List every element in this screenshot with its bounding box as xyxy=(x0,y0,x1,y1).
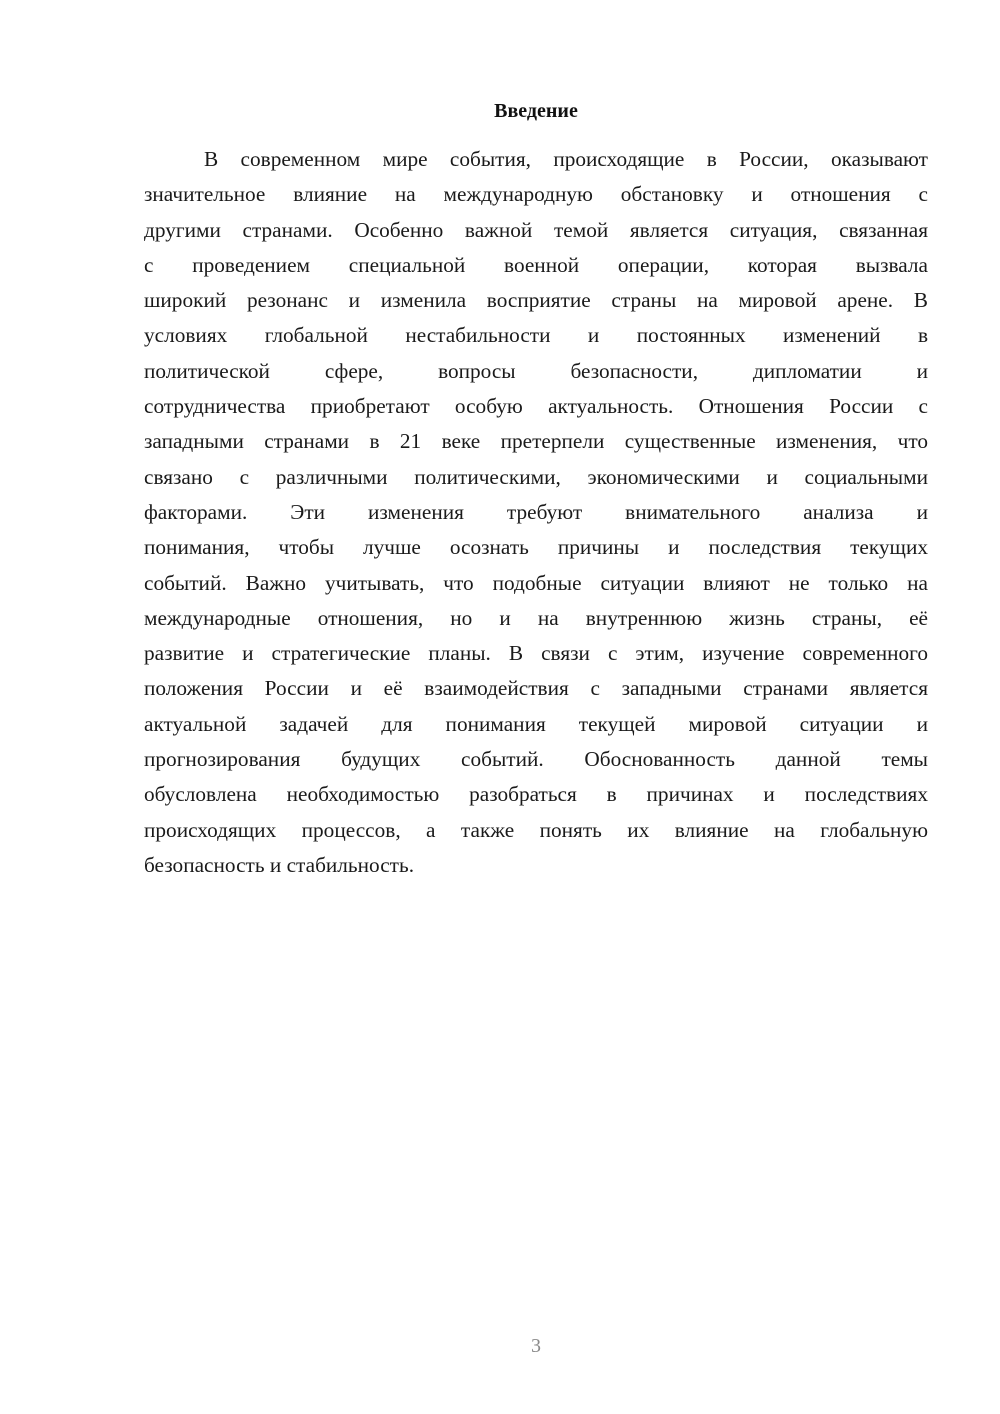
paragraph-line: происходящих процессов, а также понять их влияние на глобальную xyxy=(144,817,928,842)
paragraph-line: политической сфере, вопросы безопасности, дипломатии и xyxy=(144,358,928,383)
page-number: 3 xyxy=(531,1335,541,1357)
paragraph-line: условиях глобальной нестабильности и постоянных изменений в xyxy=(144,323,928,348)
paragraph-line: широкий резонанс и изменила восприятие страны на мировой арене. В xyxy=(144,288,928,313)
paragraph-line: с проведением специальной военной операции, которая вызвала xyxy=(144,252,928,277)
paragraph-line: сотрудничества приобретают особую актуальность. Отношения России с xyxy=(144,394,928,419)
paragraph-line: значительное влияние на международную обстановку и отношения с xyxy=(144,182,928,207)
paragraph-line: безопасность и стабильность. xyxy=(144,852,415,877)
paragraph-line: факторами. Эти изменения требуют внимательного анализа и xyxy=(144,499,928,524)
paragraph-line: актуальной задачей для понимания текущей мировой ситуации и xyxy=(144,711,928,736)
paragraph-line: прогнозирования будущих событий. Обоснованность данной темы xyxy=(144,747,928,772)
paragraph-line: событий. Важно учитывать, что подобные ситуации влияют не только на xyxy=(144,570,928,595)
section-heading: Введение xyxy=(494,100,578,122)
paragraph-line: положения России и её взаимодействия с западными странами является xyxy=(144,676,928,701)
paragraph-line: связано с различными политическими, экономическими и социальными xyxy=(144,464,928,489)
paragraph-line: развитие и стратегические планы. В связи с этим, изучение современного xyxy=(144,641,928,666)
paragraph-line: обусловлена необходимостью разобраться в причинах и последствиях xyxy=(144,782,928,807)
paragraph-line: В современном мире события, происходящие в России, оказывают xyxy=(204,147,928,171)
paragraph-line: другими странами. Особенно важной темой является ситуация, связанная xyxy=(144,217,928,242)
introduction-paragraph xyxy=(144,142,928,883)
paragraph-line: понимания, чтобы лучше осознать причины и последствия текущих xyxy=(144,535,928,560)
paragraph-line: западными странами в 21 веке претерпели существенные изменения, что xyxy=(144,429,928,454)
paragraph-line: международные отношения, но и на внутреннюю жизнь страны, её xyxy=(144,605,928,630)
